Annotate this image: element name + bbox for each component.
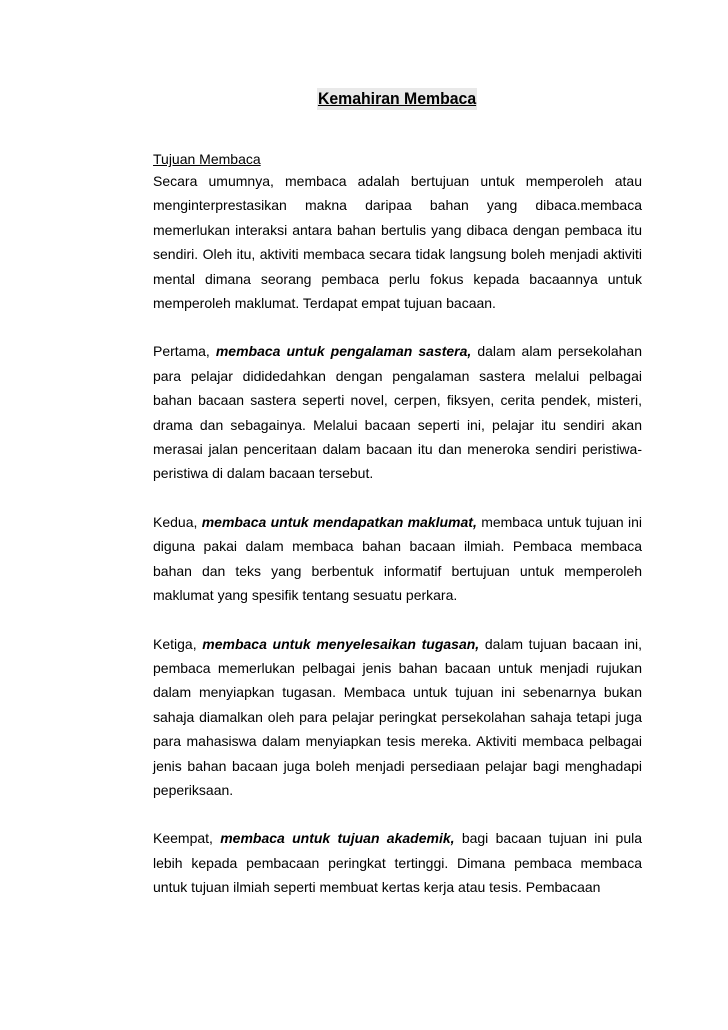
intro-paragraph: Secara umumnya, membaca adalah bertujuan untuk memperoleh atau menginterprestasikan makna daripaa bahan yang dibaca.membaca memerlukan interaksi antara bahan bertulis yang dibaca dengan pembaca itu sendiri. Oleh itu, aktiviti membaca secara tidak langsung boleh menjadi aktiviti mental dimana seorang pembaca perlu fokus kepada bacaannya untuk memperoleh maklumat. Terdapat empat tujuan bacaan. [153,173,642,312]
paragraph-emphasis: membaca untuk pengalaman sastera, [215,343,472,360]
paragraph-lead: Kedua, [153,513,198,530]
paragraph-body: membaca untuk tujuan ini diguna pakai dalam membaca bahan bacaan ilmiah. Pembaca membaca bahan dan teks yang berbentuk informatif bertujuan untuk memperoleh maklumat yang spesifik tentang sesuatu perkara. [153,513,643,604]
paragraph-body: dalam alam persekolahan para pelajar dididedahkan dengan pengalaman sastera melalui pelbagai bahan bacaan sastera seperti novel, cerpen, fiksyen, cerita pendek, misteri, drama dan sebagainya. Melalui bacaan seperti ini, pelajar itu sendiri akan merasai jalan penceritaan dalam bacaan itu dan meneroka sendiri peristiwa-peristiwa di dalam bacaan tersebut. [153,343,642,482]
paragraph-emphasis: membaca untuk mendapatkan maklumat, [201,513,477,530]
document-title: Kemahiran Membaca [318,89,477,108]
paragraph-emphasis: membaca untuk tujuan akademik, [220,830,455,847]
document-page [153,88,642,900]
paragraph-lead: Pertama, [153,343,210,360]
paragraph-emphasis: membaca untuk menyelesaikan tugasan, [202,635,480,652]
paragraph-ketiga [153,632,642,803]
paragraph-lead: Keempat, [153,830,213,847]
section-subheading: Tujuan Membaca [153,151,261,167]
paragraph-kedua [153,510,642,608]
paragraph-body: bagi bacaan tujuan ini pula lebih kepada pembacaan peringkat tertinggi. Dimana pembaca membaca untuk tujuan ilmiah seperti membuat kertas kerja atau tesis. Pembacaan [153,830,643,896]
title-container [153,88,642,124]
paragraph-lead: Ketiga, [153,635,197,652]
paragraph-body: dalam tujuan bacaan ini, pembaca memerlukan pelbagai jenis bahan bacaan untuk menjadi rujukan dalam menyiapkan tugasan. Membaca untuk tujuan ini sebenarnya bukan sahaja diamalkan oleh para pelajar peringkat persekolahan sahaja tetapi juga para mahasiswa dalam menyiapkan tesis mereka. Aktiviti membaca pelbagai jenis bahan bacaan juga boleh menjadi persediaan pelajar bagi menghadapi peperiksaan. [153,635,643,798]
paragraph-keempat [153,826,642,899]
paragraph-pertama [153,339,642,485]
